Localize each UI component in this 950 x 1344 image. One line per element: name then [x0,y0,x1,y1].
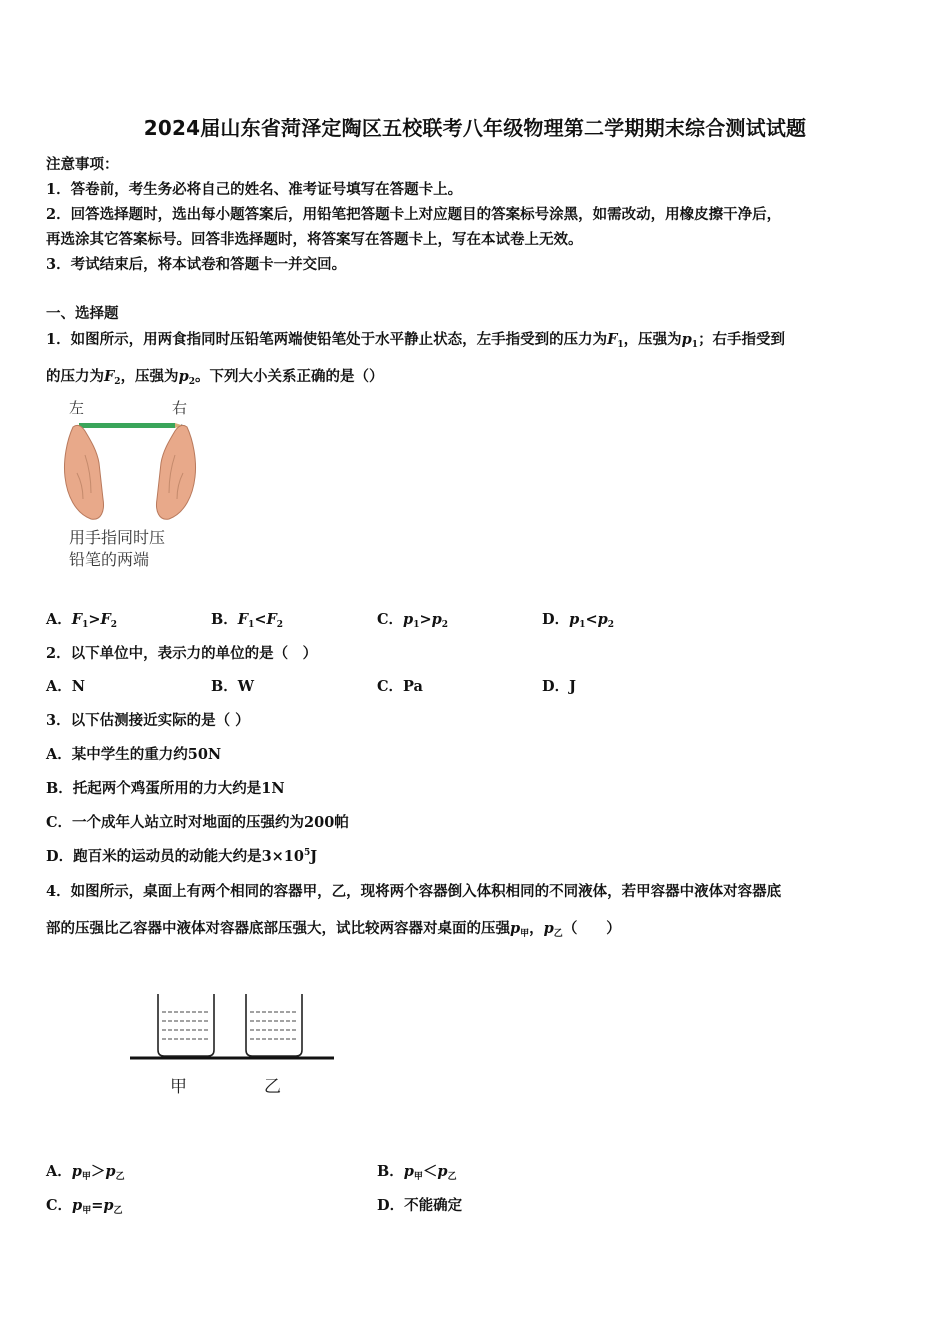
q2-option-a: A．N [46,678,86,695]
right-hand-icon [157,425,196,519]
q4-option-c: C．$p_甲=p_乙$ [46,1197,123,1216]
q3-option-b: B．托起两个鸡蛋所用的力大约是1N [46,780,285,797]
containers-illustration [128,990,338,1062]
q2-option-c: C．Pa [377,678,423,695]
figure-caption-line2: 铅笔的两端 [69,550,150,569]
q1-stem-line1: 1．如图所示，用两食指同时压铅笔两端使铅笔处于水平静止状态，左手指受到的压力为$F_1$，压强为$p_1$；右手指受到 [46,331,786,350]
q1-option-a: A．$F_1>F_2$ [46,611,118,630]
q3-option-a: A．某中学生的重力约50N [46,746,222,763]
q1-option-b: B．$F_1<F_2$ [211,611,284,630]
q3-option-d: D．跑百米的运动员的动能大约是$3\times 10^5J$ [46,848,318,865]
notice-heading: 注意事项： [46,156,119,173]
figure-label-right: 右 [172,399,188,417]
container-yi-icon [246,994,302,1056]
q1-option-c: C．$p_1>p_2$ [377,611,449,630]
q4-option-d: D．不能确定 [377,1197,463,1214]
q2-option-d: D．J [542,678,576,695]
q4-stem-line1: 4．如图所示，桌面上有两个相同的容器甲，乙，现将两个容器倒入体积相同的不同液体，若甲容器中液体对容器底 [46,883,782,900]
q1-stem-line2: 的压力为$F_2$，压强为$p_2$。下列大小关系正确的是（） [46,368,384,387]
q2-option-b: B．W [211,678,255,695]
figure-caption-line1: 用手指同时压 [69,528,166,547]
q1-figure [55,395,215,580]
pencil-icon [79,423,175,428]
notice-item-3: 3．考试结束后，将本试卷和答题卡一并交回。 [46,256,347,273]
q2-stem: 2．以下单位中，表示力的单位的是（ ） [46,645,318,662]
left-hand-icon [64,425,103,519]
q4-option-a: A．$p_甲>p_乙$ [46,1163,125,1182]
q3-option-c: C．一个成年人站立时对地面的压强约为200帕 [46,814,349,831]
q4-figure [128,990,338,1100]
notice-item-2-cont: 再选涂其它答案标号。回答非选择题时，将答案写在答题卡上，写在本试卷上无效。 [46,231,583,248]
q3-stem: 3．以下估测接近实际的是（ ） [46,712,250,729]
notice-item-1: 1．答卷前，考生务必将自己的姓名、准考证号填写在答题卡上。 [46,181,463,198]
hands-pencil-illustration [55,415,215,545]
q1-option-d: D．$p_1<p_2$ [542,611,615,630]
container-label-yi: 乙 [264,1077,281,1097]
q4-option-b: B．$p_甲<p_乙$ [377,1163,457,1182]
container-label-jia: 甲 [170,1077,187,1097]
q4-stem-line2: 部的压强比乙容器中液体对容器底部压强大，试比较两容器对桌面的压强$p_甲$，$p_乙$（ ） [46,920,621,939]
container-jia-icon [158,994,214,1056]
page-title: 2024届山东省菏泽定陶区五校联考八年级物理第二学期期末综合测试试题 [143,116,807,140]
notice-item-2: 2．回答选择题时，选出每小题答案后，用铅笔把答题卡上对应题目的答案标号涂黑，如需改动，用橡皮擦干净后， [46,206,782,223]
section-heading: 一、选择题 [46,305,119,322]
figure-label-left: 左 [69,399,85,417]
